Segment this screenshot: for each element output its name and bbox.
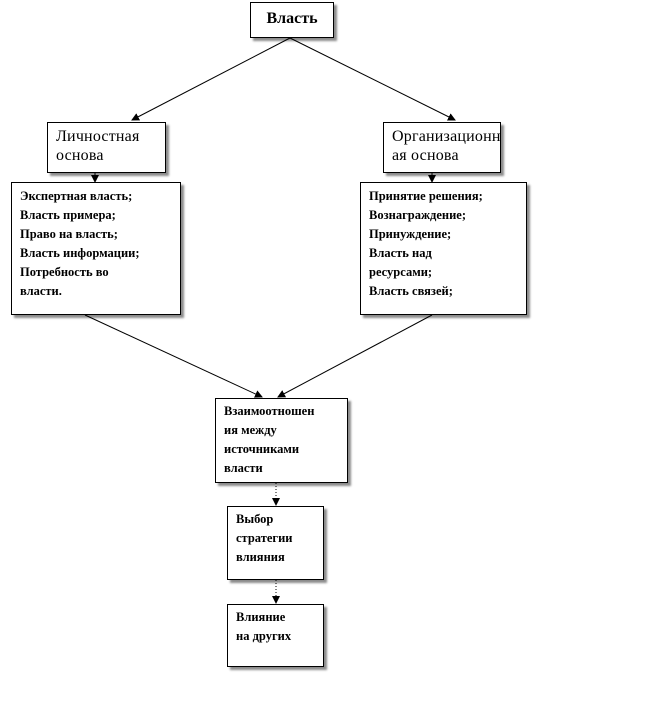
node-organizational-line: ая основа: [392, 147, 459, 164]
node-organizational-line: Организационн: [392, 128, 501, 145]
node-strategy-choice: [227, 506, 324, 580]
list-item: Принятие решения;: [369, 189, 483, 203]
node-influence-line: Влияние: [236, 610, 286, 624]
arrow-power-to-organizational: [290, 38, 455, 120]
node-personal-line: Личностная: [56, 128, 140, 145]
node-relations-line: источниками: [224, 442, 300, 456]
list-item: ресурсами;: [369, 265, 433, 279]
node-power: [250, 2, 334, 38]
arrow-org-list-to-relations: [278, 315, 432, 397]
node-personal-sources-list: [11, 182, 181, 315]
node-influence-line: на других: [236, 629, 292, 643]
node-strategy-line: Выбор: [236, 512, 274, 526]
node-influence-on-others: [227, 604, 324, 667]
list-item: Вознаграждение;: [369, 208, 466, 222]
node-personal-basis: [47, 122, 166, 173]
list-item: Власть примера;: [20, 208, 116, 222]
list-item: Право на власть;: [20, 227, 118, 241]
node-organizational-sources-list: [360, 182, 527, 315]
node-power-label: Власть: [266, 10, 318, 27]
arrow-personal-list-to-relations: [85, 315, 262, 397]
node-personal-line: основа: [56, 147, 104, 164]
list-item: Потребность во: [20, 265, 109, 279]
list-item: Власть информации;: [20, 246, 140, 260]
node-relations-between-sources: [215, 398, 348, 483]
node-organizational-basis: [383, 122, 501, 173]
list-item: Власть над: [369, 246, 432, 260]
node-relations-line: власти: [224, 461, 263, 475]
node-strategy-line: влияния: [236, 550, 285, 564]
list-item: Принуждение;: [369, 227, 452, 241]
node-relations-line: ия между: [224, 423, 277, 437]
node-relations-line: Взаимоотношен: [224, 404, 315, 418]
arrow-power-to-personal: [132, 38, 290, 120]
list-item: Власть связей;: [369, 284, 453, 298]
node-strategy-line: стратегии: [236, 531, 293, 545]
list-item: власти.: [20, 284, 62, 298]
list-item: Экспертная власть;: [20, 189, 133, 203]
